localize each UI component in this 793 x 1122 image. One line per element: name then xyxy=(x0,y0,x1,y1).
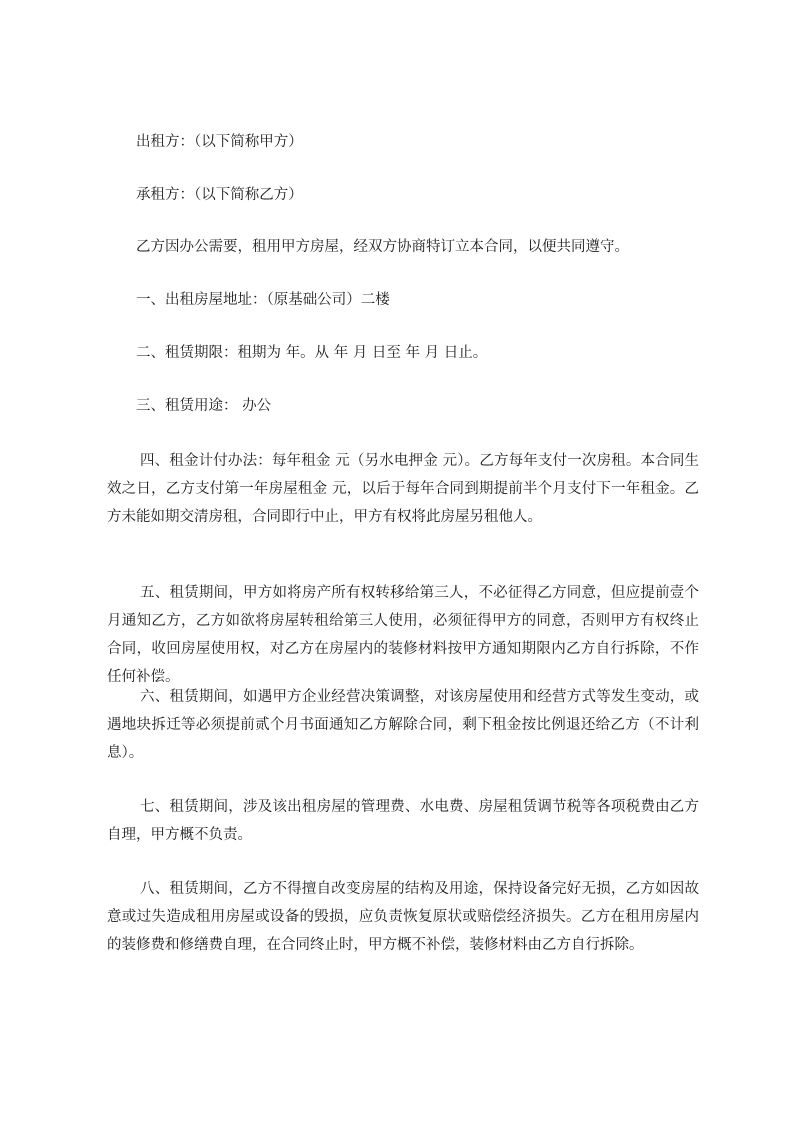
clause-address: 一、出租房屋地址：（原基础公司）二楼 xyxy=(136,292,390,308)
clause-term: 二、租赁期限：租期为 年。从 年 月 日至 年 月 日止。 xyxy=(136,345,488,361)
clause-fees: 七、租赁期间，涉及该出租房屋的管理费、水电费、房屋租赁调节税等各项税费由乙方自理，甲方概不负责。 xyxy=(107,799,699,843)
clause-ownership-transfer: 五、租赁期间，甲方如将房产所有权转移给第三人，不必征得乙方同意，但应提前壹个月通知乙方，乙方如欲将房屋转租给第三人使用，必须征得甲方的同意，否则甲方有权终止合同，收回房屋使用权，对乙方在房屋内的装修材料按甲方通知期限内乙方自行拆除，不作任何补偿。 xyxy=(107,585,699,685)
clause-purpose: 三、租赁用途： 办公 xyxy=(136,398,272,414)
clause-business-adjustment: 六、租赁期间，如遇甲方企业经营决策调整，对该房屋使用和经营方式等发生变动，或遇地块拆迁等必须提前贰个月书面通知乙方解除合同，剩下租金按比例退还给乙方（不计利息）。 xyxy=(107,689,699,761)
clause-structure-maintenance: 八、租赁期间，乙方不得擅自改变房屋的结构及用途，保持设备完好无损，乙方如因故意或过失造成租用房屋或设备的毁损，应负责恢复原状或赔偿经济损失。乙方在租用房屋内的装修费和修缮费自理，在合同终止时，甲方概不补偿，装修材料由乙方自行拆除。 xyxy=(107,881,699,953)
clause-rent-payment: 四、租金计付办法：每年租金 元（另水电押金 元）。乙方每年支付一次房租。本合同生效之日，乙方支付第一年房屋租金 元，以后于每年合同到期提前半个月支付下一年租金。乙方未能如期交清房租，合同即行中止，甲方有权将此房屋另租他人。 xyxy=(107,453,699,525)
lessee-line: 承租方：（以下简称乙方） xyxy=(136,187,303,203)
intro-paragraph: 乙方因办公需要，租用甲方房屋，经双方协商特订立本合同，以便共同遵守。 xyxy=(136,239,629,255)
lessor-line: 出租方：（以下简称甲方） xyxy=(136,134,303,150)
